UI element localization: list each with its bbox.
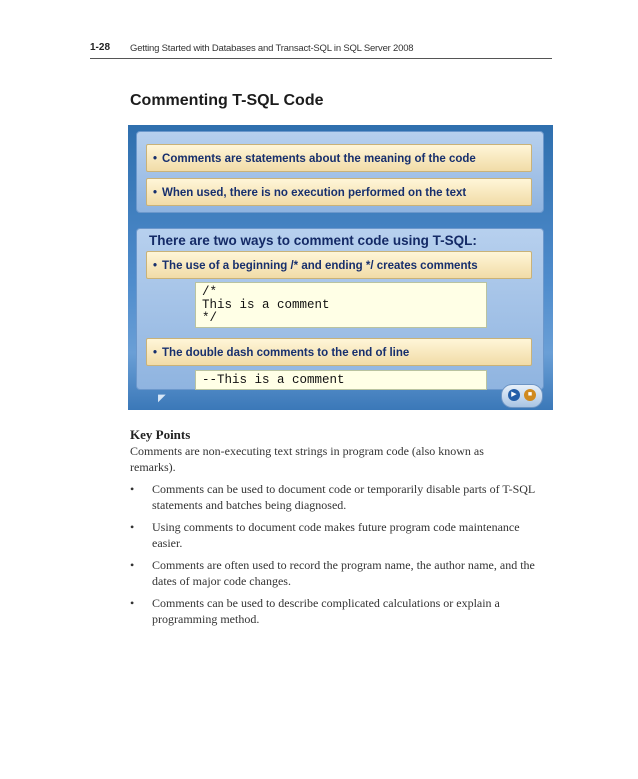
key-points-list — [130, 482, 550, 634]
list-item: • Comments are often used to record the program name, the author name, and the dates of major code changes. — [130, 558, 535, 588]
section-title: Commenting T-SQL Code — [130, 92, 324, 109]
list-item: • Comments can be used to describe complicated calculations or explain a programming method. — [130, 596, 500, 626]
page-number: 1-28 — [90, 42, 111, 53]
block-comment-code: /* This is a comment */ — [195, 282, 487, 328]
list-item: • Comments can be used to document code or temporarily disable parts of T-SQL statements and batches being diagnosed. — [130, 482, 535, 512]
slide-footer — [128, 390, 553, 410]
bullet-icon: • — [130, 596, 135, 610]
list-item: • Using comments to document code makes future program code maintenance easier. — [130, 520, 520, 550]
slide-image — [128, 125, 553, 410]
key-points-intro: Comments are non-executing text strings in program code (also known as remarks). — [130, 444, 484, 474]
slide-bottom-panel — [136, 228, 544, 390]
bullet-icon: • — [130, 558, 135, 572]
bullet-icon: • — [130, 482, 135, 496]
slide-bullet-2: • When used, there is no execution performed on the text — [146, 178, 532, 206]
bullet-icon: • — [130, 520, 135, 534]
slide-bullet-dash-comment: • The double dash comments to the end of line — [146, 338, 532, 366]
windows-logo-icon: ◤ — [158, 393, 166, 404]
slide-bullet-block-comment: • The use of a beginning /* and ending */ creates comments — [146, 251, 532, 279]
play-icon: ▶ — [508, 389, 520, 401]
stop-icon: ■ — [524, 389, 536, 401]
page-header — [90, 42, 552, 59]
slide-panel-title: There are two ways to comment code using T-SQL: — [149, 233, 477, 248]
slide-nav-controls — [501, 384, 543, 408]
dash-comment-code: --This is a comment — [195, 370, 487, 390]
running-title: Getting Started with Databases and Transact-SQL in SQL Server 2008 — [130, 43, 414, 54]
slide-bullet-1: • Comments are statements about the meaning of the code — [146, 144, 532, 172]
slide-top-panel — [136, 131, 544, 213]
key-points-title: Key Points — [130, 427, 191, 442]
